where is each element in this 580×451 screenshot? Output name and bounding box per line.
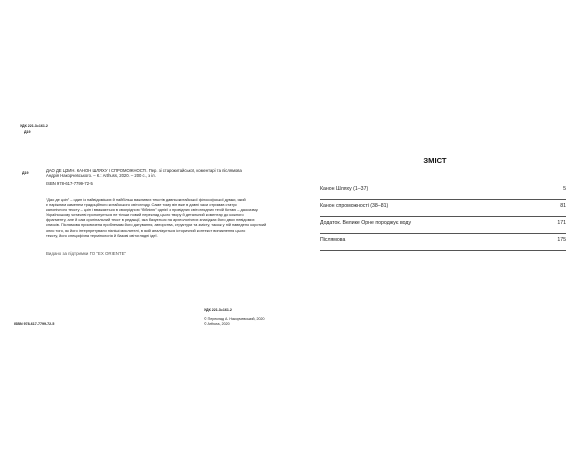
udk-code-top: УДК 221.3=161.2 [20,124,48,128]
toc-item-page: 171 [557,220,566,226]
toc-item-title: Післямова [320,237,346,243]
publication-support-note: Видано за підтримки ГО "EX ORIENTE" [46,251,127,256]
toc-item[interactable] [320,183,566,200]
toc-item-title: Канон Шляху (1–37) [320,186,369,192]
book-author-line: Андрія Накорчевського. – К.: Arthuss, 2020. – 200 с., з іл. [46,173,156,179]
toc-item[interactable] [320,217,566,234]
toc-item[interactable] [320,234,566,251]
table-of-contents [320,183,566,251]
book-isbn: ISBN 978-617-7799-72-5 [46,180,93,186]
toc-item-title: Додаток. Велике Орне породжує воду [320,220,412,226]
annotation-line: тексту, його специфічна термінологія й базові світоглядні ідеї. [46,232,158,238]
annotation-line: є наріжним каменем традиційного китайського світогляду. Саме тому він вже в давні часи отримав статус [46,202,237,208]
copyright-translation: © Переклад А. Накорчевський, 2020 [204,317,265,321]
toc-item-title: Канон спроможності (38–81) [320,203,389,209]
annotation-line: фрагменту, але й сам оригінальний текст в редакції, яка базується на археологічних знахідках його двох невідомих [46,217,255,223]
isbn-bottom: ISBN 978-617-7799-72-5 [14,322,55,326]
annotation-line: Українському читачеві пропонується не тільки новий переклад цього твору й детальний коментар до кожного [46,212,244,218]
toc-item[interactable] [320,200,566,217]
bibliographic-record [46,168,274,186]
annotation-line: опис того, як його інтерпретували пізніші мислителі, в якій аналізується історичний контекст виникнення цього [46,227,246,233]
copyright-publisher: © Arthuss, 2020 [204,322,230,326]
right-page [290,0,580,451]
toc-item-page: 81 [560,203,566,209]
annotation-line: канонічного тексту – цзін і вважається в своєрідною “біблією” однієї з провідних світоглядних течій Китаю – даосизму. [46,207,259,213]
annotation [46,197,276,238]
book-title-line: ДАО ДЕ ЦЗИН. КАНОН ШЛЯХУ І СПРОМОЖНОСТІ. Пер. зі старокитайської, коментарі та післямова [46,168,242,173]
toc-title: ЗМІСТ [423,156,447,165]
annotation-line: списків. Післямова присвячена проблемам його датування, авторства, структури та змісту, також у ній наведено короткий [46,222,267,228]
toc-item-page: 5 [563,186,566,192]
toc-item-page: 175 [557,237,566,243]
annotation-line: “Дао де цзін” – один із найвідоміших й найбільш важливих текстів давньокитайської філософської думки, який [46,197,246,202]
author-mark-top: Д19 [24,130,31,134]
udk-code-bottom: УДК 221.3=161.2 [204,308,232,312]
author-mark-side: Д19 [22,171,29,175]
